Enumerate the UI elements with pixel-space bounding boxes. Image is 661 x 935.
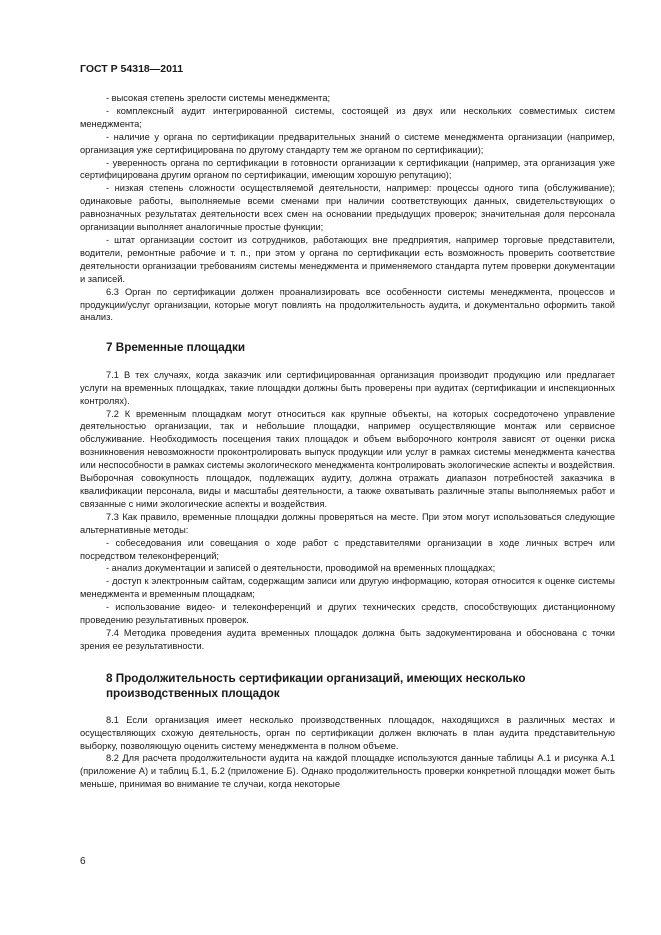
- list-item: - наличие у органа по сертификации предварительных знаний о системе менеджмента организации (например, организация уже сертифицирована по другому стандарту тем же органом по сертификации);: [80, 131, 615, 155]
- document-header: ГОСТ Р 54318—2011: [80, 63, 184, 75]
- paragraph-7-3: 7.3 Как правило, временные площадки должны проверяться на месте. При этом могут использоваться следующие альтернативные методы:: [80, 511, 615, 535]
- section-7: [80, 369, 615, 653]
- paragraph-7-2: 7.2 К временным площадкам могут относиться как крупные объекты, на которых сосредоточено управление деятельностью организации, так и небольшие площадки, например осуществляющие монтаж или сервисное обслуживание. Необходимость посещения таких площадок и объем выборочного контроля зависят от оценки риска возникновения невозможности проконтролировать выпуск продукции или услуг в рамках системы менеджмента качества или неспособности в рамках системы экологического менеджмента контролировать экологические аспекты и воздействия. Выборочная совокупность площадок, подлежащих аудиту, должна отражать диапазон потребностей заказчика в квалификации персонала, виды и масштабы деятельности, а также охватывать различные этапы выполняемых работ и связанные с ними экологические аспекты и воздействия.: [80, 408, 615, 509]
- section-6-tail: [80, 92, 615, 324]
- section-8-heading: 8 Продолжительность сертификации организаций, имеющих несколько производственных площадок: [106, 671, 526, 701]
- list-item: - высокая степень зрелости системы менеджмента;: [106, 93, 331, 103]
- list-item: - штат организации состоит из сотрудников, работающих вне предприятия, например торговые представители, водители, ремонтные рабочие и т. п., при этом у органа по сертификации есть возможность проверить соответствие деятельности организации требованиям системы менеджмента и применяемого стандарта путем проверки документации и записей.: [80, 234, 615, 284]
- paragraph-7-4: 7.4 Методика проведения аудита временных площадок должна быть задокументирована и обоснована с точки зрения ее результативности.: [80, 627, 615, 651]
- section-8: [80, 714, 615, 791]
- list-item: - комплексный аудит интегрированной системы, состоящей из двух или нескольких совместимых систем менеджмента;: [80, 105, 615, 129]
- section-7-heading: 7 Временные площадки: [106, 341, 246, 355]
- paragraph-8-2: 8.2 Для расчета продолжительности аудита на каждой площадке используются данные таблицы А.1 и рисунка А.1 (приложение А) и таблиц Б.1, Б.2 (приложение Б). Однако продолжительность проверки конкретной площадки может быть меньше, принимая во внимание те случаи, когда некоторые: [80, 753, 615, 790]
- list-item: - собеседования или совещания о ходе работ с представителями организации в ходе личных встреч или посредством телеконференций;: [80, 537, 615, 561]
- list-item: - низкая степень сложности осуществляемой деятельности, например: процессы одного типа (обслуживание); одинаковые работы, выполняемые всеми сменами при наличии соответствующих данных, свидетельствующих о равнозначных результатах деятельности всех смен на основании предыдущих проверок; значительная доля персонала организации выполняет аналогичные простые функции;: [80, 183, 615, 233]
- page-number: 6: [80, 856, 86, 867]
- paragraph-6-3: 6.3 Орган по сертификации должен проанализировать все особенности системы менеджмента, процессов и продукции/услуг организации, которые могут повлиять на продолжительность аудита, и документально оформить такой анализ.: [80, 286, 615, 323]
- list-item: - доступ к электронным сайтам, содержащим записи или другую информацию, которая относится к оценке системы менеджмента и временным площадкам;: [80, 576, 615, 600]
- list-item: - использование видео- и телеконференций и других технических средств, способствующих дистанционному проведению результативных проверок.: [80, 602, 615, 626]
- paragraph-8-1: 8.1 Если организация имеет несколько производственных площадок, находящихся в различных местах и осуществляющих схожую деятельность, орган по сертификации должен включать в план аудита представительную выборку, позволяющую оценить систему менеджмента в полном объеме.: [80, 714, 615, 751]
- list-item: - уверенность органа по сертификации в готовности организации к сертификации (например, эта организация уже сертифицирована другим органом по сертификации, имеющим хорошую репутацию);: [80, 157, 615, 181]
- paragraph-7-1: 7.1 В тех случаях, когда заказчик или сертифицированная организация производит продукцию или предлагает услуги на временных площадках, такие площадки должны быть проверены при аудитах (сертификации и инспекционных контролях).: [80, 369, 615, 406]
- page-content: [80, 92, 615, 791]
- list-item: - анализ документации и записей о деятельности, проводимой на временных площадках;: [106, 563, 496, 574]
